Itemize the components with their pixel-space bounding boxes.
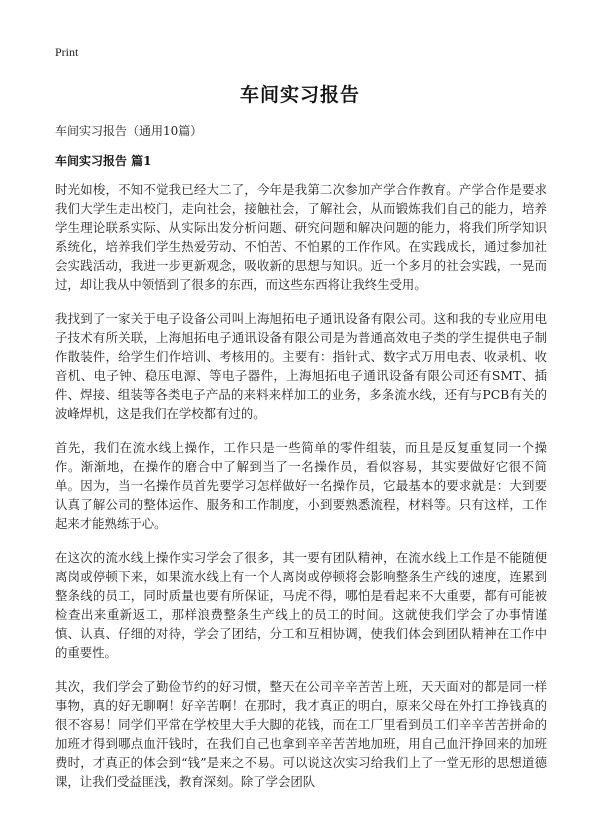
document-title: 车间实习报告	[239, 84, 360, 106]
paragraph-2: 我找到了一家关于电子设备公司叫上海旭拓电子通讯设备有限公司。这和我的专业应用电子技术有所关联，上海旭拓电子通讯设备有限公司是为普通高效电子类的学生提供电子制作散装件，给学生们作培训、考核用的。主要有：指针式、数字式万用电表、收录机、收音机、电子钟、稳压电源、等电子器件，上海旭拓电子通讯设备有限公司还有SMT、插件、焊接、组装等各类电子产品的来料来样加工的业务，多条流水线，还有与PCB有关的波峰焊机，这是我们在学校都有过的。	[55, 311, 547, 421]
paragraph-5: 其次，我们学会了勤俭节约的好习惯，整天在公司辛辛苦苦上班，天天面对的都是同一样事物，真的好无聊啊！好辛苦啊！在那时，我才真正的明白，原来父母在外打工挣钱真的很不容易！同学们平常在学校里大手大脚的花钱，而在工厂里看到员工们辛辛苦苦拼命的加班才得到哪点血汗钱时，在我们自己也拿到辛辛苦苦地加班，用自己血汗挣回来的加班费时，才真正的体会到“钱”是来之不易。可以说这次实习给我们上了一堂无形的思想道德课，让我们受益匪浅，教育深刻。除了学会团队	[55, 679, 547, 789]
document-subtitle: 车间实习报告（通用10篇）	[55, 124, 203, 138]
paragraph-4: 在这次的流水线上操作实习学会了很多，其一要有团队精神，在流水线上工作是不能随便离岗或停顿下来，如果流水线上有一个人离岗或停顿将会影响整条生产线的速度，连累到整条线的员工，同时质量也要有所保证，马虎不得，哪怕是看起来不大重要，都有可能被检查出来重新返工，那样浪费整条生产线上的员工的时间。这就使我们学会了办事情谨慎、认真、仔细的对待，学会了团结，分工和互相协调，使我们体会到团队精神在工作中的重要性。	[55, 550, 547, 660]
body-text	[55, 180, 547, 806]
section-heading: 车间实习报告 篇1	[55, 154, 152, 168]
print-label[interactable]: Print	[55, 45, 79, 59]
paragraph-1: 时光如梭，不知不觉我已经大二了，今年是我第二次参加产学合作教育。产学合作是要求我们大学生走出校门，走向社会，接触社会，了解社会，从而锻炼我们自己的能力，培养学生理论联系实际、从实际出发分析问题、研究问题和解决问题的能力，将我们所学知识系统化，培养我们学生热爱劳动、不怕苦、不怕累的工作作风。在实践成长，通过参加社会实践活动，我进一步更新观念，吸收新的思想与知识。近一个多月的社会实践，一晃而过，却让我从中领悟到了很多的东西，而这些东西将让我终生受用。	[55, 182, 547, 292]
paragraph-3: 首先，我们在流水线上操作，工作只是一些简单的零件组装，而且是反复重复同一个操作。渐渐地，在操作的磨合中了解到当了一名操作员，看似容易，其实要做好它很不简单。因为，当一名操作员首先要学习怎样做好一名操作员，它最基本的要求就是：大到要认真了解公司的整体运作、服务和工作制度，小到要熟悉流程，材料等。只有这样，工作起来才能熟练于心。	[55, 440, 547, 531]
